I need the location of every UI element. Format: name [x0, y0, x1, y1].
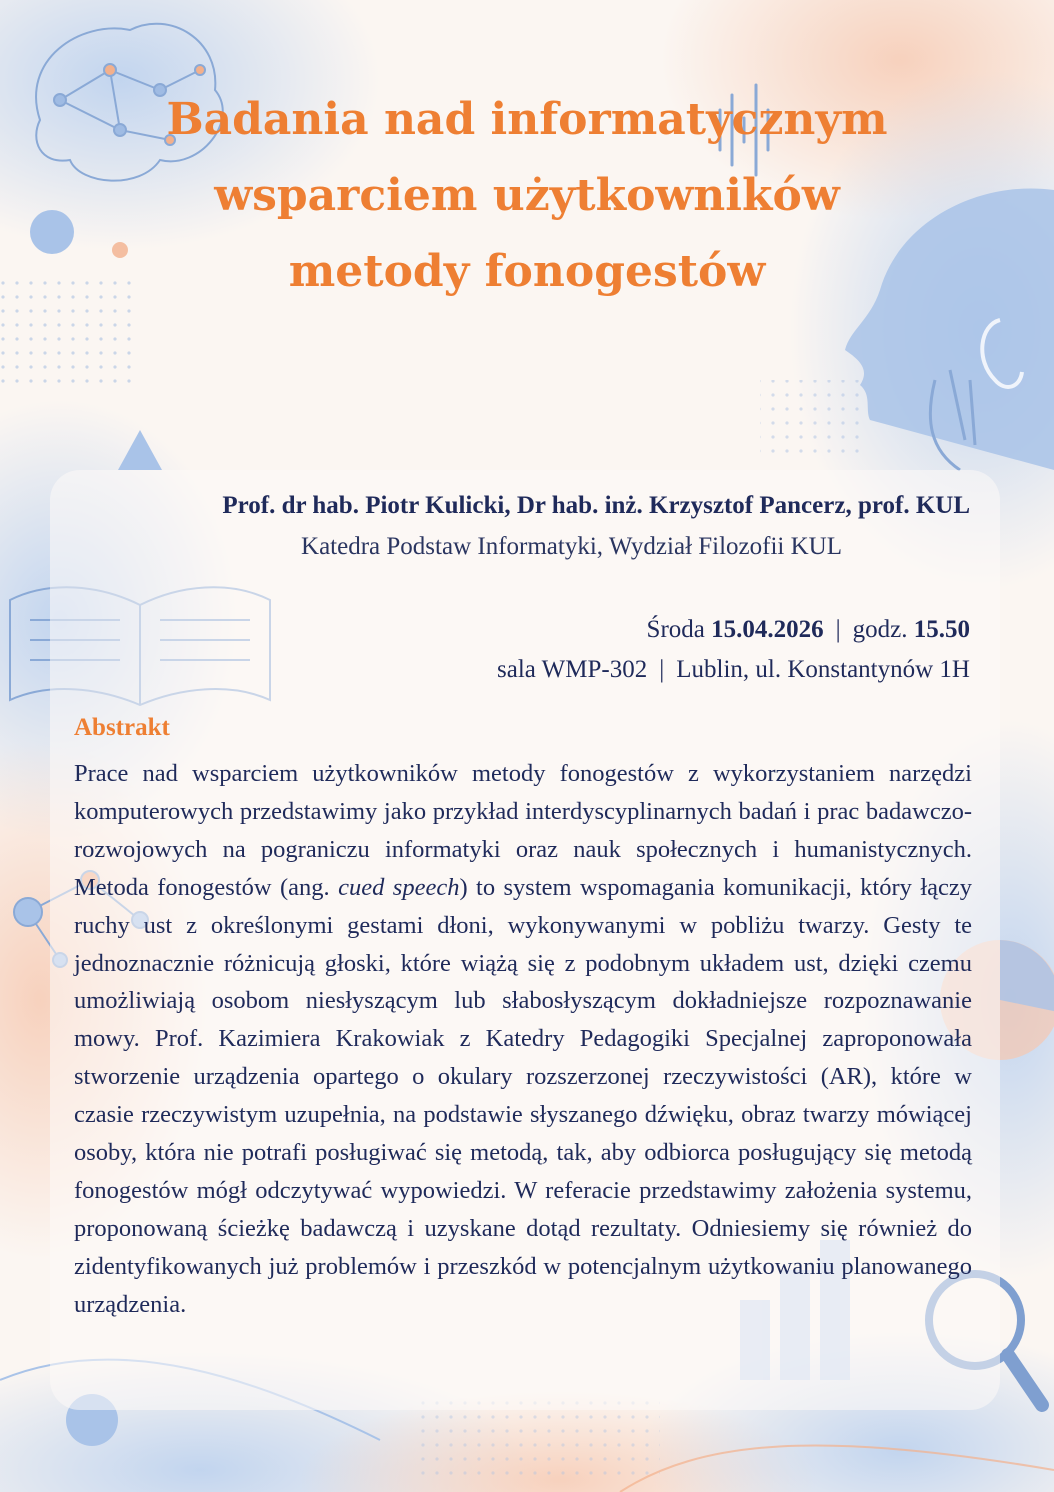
title-line: Badania nad informatycznym: [166, 94, 888, 145]
event-location: [300, 650, 970, 690]
poster-title: [80, 82, 974, 310]
event-time: 15.50: [913, 616, 970, 643]
separator: |: [659, 656, 665, 683]
title-line: wsparciem użytkowników: [214, 170, 840, 221]
event-info: [300, 610, 970, 690]
abstract-term: cued speech: [338, 873, 460, 901]
abstract-part: ) to system wspomagania komunikacji, który łączy ruchy ust z określonymi gestami dłoni, wykonywanymi w pobliżu twarzy. Gesty te jednoznacznie różnicują głoski, które wiążą się z podobnym układem ust, dzięki czemu umożliwiają osobom niesłyszącym lub słabosłyszącym dokładniejsze rozpoznawanie mowy. Prof. Kazimiera Krakowiak z Katedry Pedagogiki Specjalnej zaproponowała stworzenie urządzenia opartego o okulary rozszerzonej rzeczywistości (AR), które w czasie rzeczywistym uzupełnia, na podstawie słyszanego dźwięku, obraz twarzy mówiącej osoby, która nie potrafi posługiwać się metodą, tak, aby odbiorca posługujący się metodą fonogestów mógł odczytywać wypowiedzi. W referacie przedstawimy założenia systemu, proponowaną ścieżkę badawczą i uzyskane dotąd rezultaty. Odniesiemy się również do zidentyfikowanych już problemów i przeszkód w potencjalnym użytkowaniu planowanego urządzenia.: [74, 873, 973, 1318]
event-time-label: godz.: [852, 616, 908, 643]
event-room: sala WMP-302: [497, 656, 648, 683]
authors: Prof. dr hab. Piotr Kulicki, Dr hab. inż. Krzysztof Pancerz, prof. KUL: [222, 492, 970, 519]
abstract-part: Prace nad wsparciem użytkowników metody fonogestów z wykorzystaniem narzędzi komputerowych przedstawimy jako przykład interdyscyplinarnych badań i prac badawczo-rozwojowych na pograniczu informatyki oraz nauk społecznych i humanistycznych. Metoda fonogestów (ang.: [74, 760, 972, 901]
event-address: Lublin, ul. Konstantynów 1H: [676, 656, 970, 683]
event-date: 15.04.2026: [711, 616, 824, 643]
title-line: metody fonogestów: [288, 246, 766, 297]
abstract-text: [74, 755, 972, 1324]
event-datetime: [300, 610, 970, 650]
separator: |: [835, 616, 841, 643]
event-day: Środa: [646, 616, 705, 643]
affiliation: Katedra Podstaw Informatyki, Wydział Filozofii KUL: [301, 533, 842, 560]
abstract-heading: Abstrakt: [74, 714, 170, 741]
